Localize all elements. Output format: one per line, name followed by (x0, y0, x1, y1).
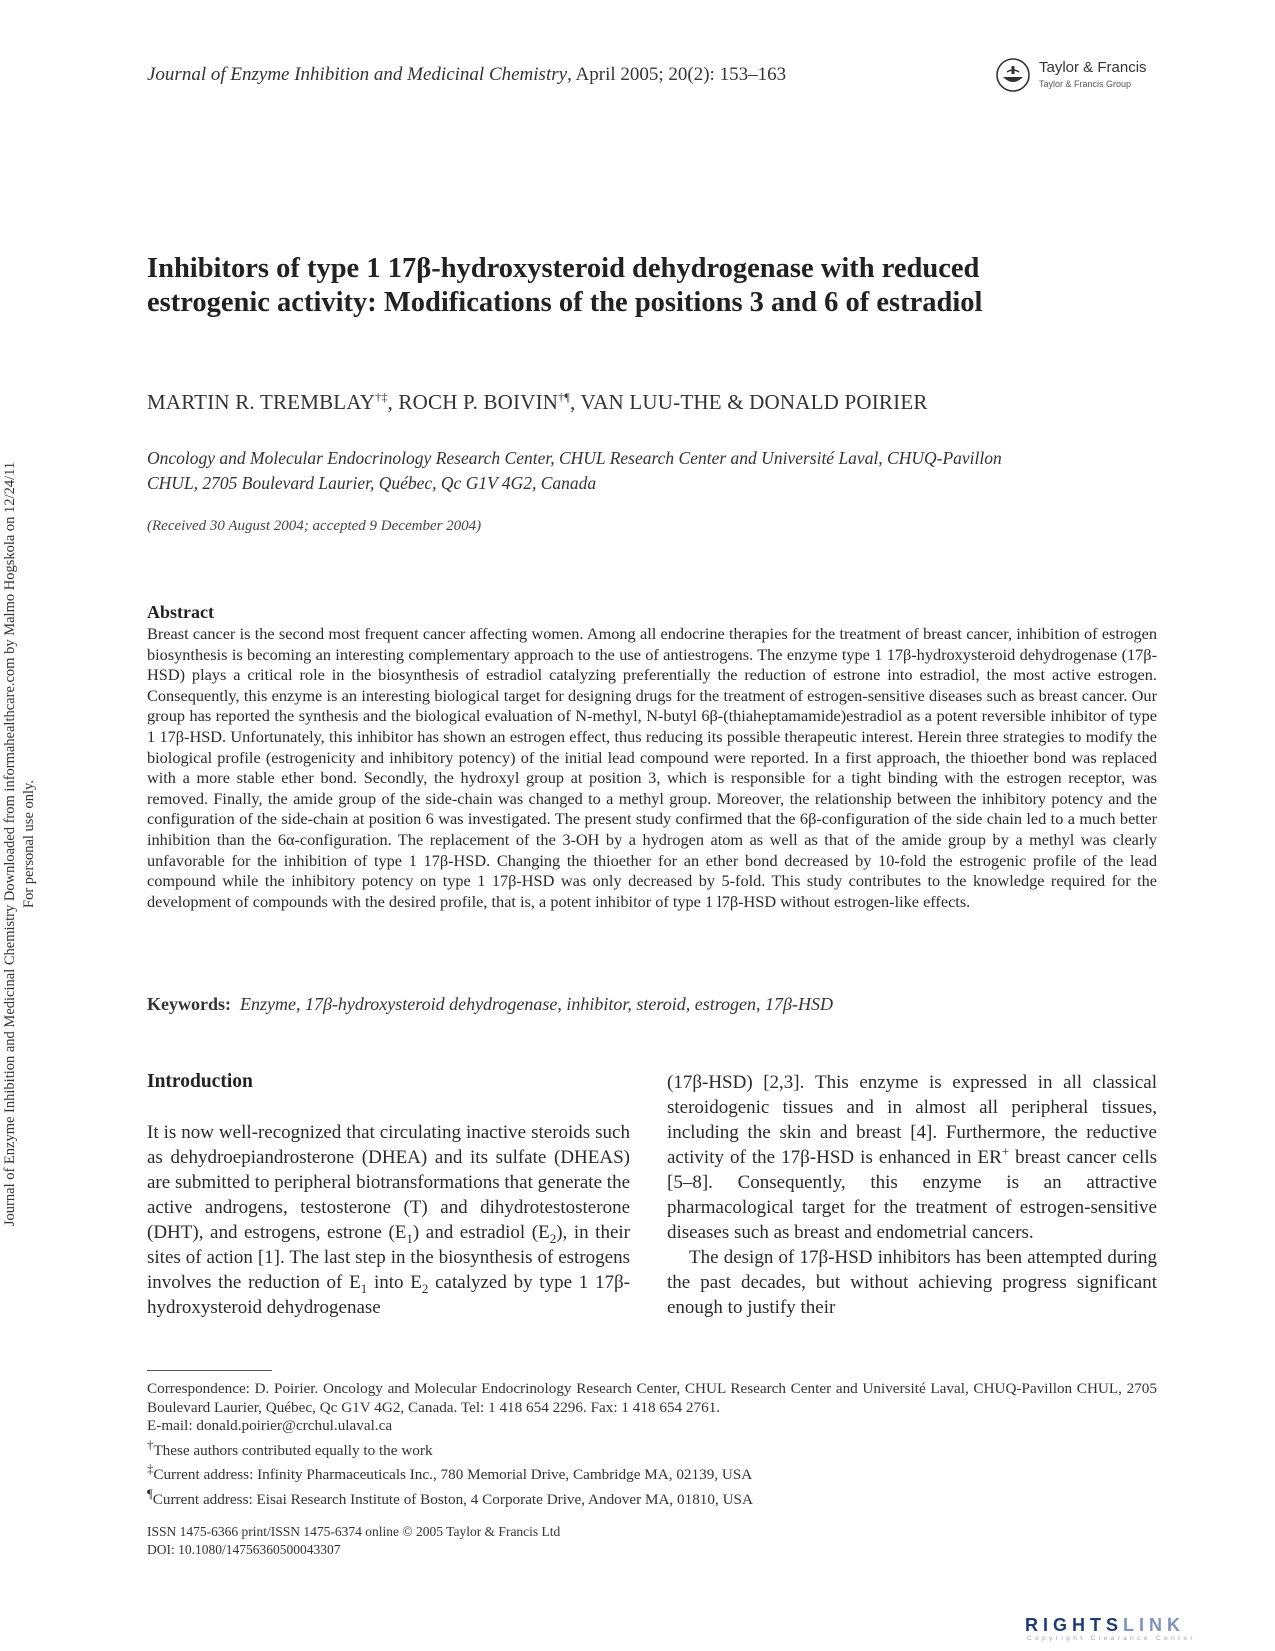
author-tremblay: MARTIN R. TREMBLAY (147, 390, 376, 414)
doi: DOI: 10.1080/14756360500043307 (147, 1541, 341, 1557)
title-line-1: Inhibitors of type 1 17β-hydroxysteroid dehydrogenase with reduced (147, 253, 980, 284)
correspondence-note: Correspondence: D. Poirier. Oncology and Molecular Endocrinology Research Center, CHUL Research Center and Université Laval, CHUQ-Pavillon CHUL, 2705 Boulevard Laurier, Québec, Qc G1V 4G2, Canada. Tel: 1 418 654 2296. Fax: 1 418 654 2761. (147, 1380, 1157, 1416)
author-mark: †‡ (375, 390, 388, 404)
affiliation-line-1: Oncology and Molecular Endocrinology Research Center, CHUL Research Center and Université Laval, CHUQ-Pavillon (147, 448, 1002, 468)
intro-paragraph: The design of 17β-HSD inhibitors has been attempted during the past decades, but without achieving progress significant enough to justify their (667, 1247, 1157, 1318)
journal-citation (147, 64, 786, 86)
download-watermark (1, 229, 45, 1459)
authors-rest: , VAN LUU-THE & DONALD POIRIER (570, 390, 928, 414)
abstract-text: Breast cancer is the second most frequent cancer affecting women. Among all endocrine therapies for the treatment of breast cancer, inhibition of estrogen biosynthesis is becoming an interesting complementary approach to the use of antiestrogens. The enzyme type 1 17β-hydroxysteroid dehydrogenase (17β-HSD) plays a critical role in the biosynthesis of estradiol catalyzing preferentially the reduction of estrone into estradiol, the most active estrogen. Consequently, this enzyme is an interesting biological target for designing drugs for the treatment of estrogen-sensitive diseases such as breast cancer. Our group has reported the synthesis and the biological evaluation of N-methyl, N-butyl 6β-(thiaheptamamide)estradiol as a potent reversible inhibitor of type 1 17β-HSD. Unfortunately, this inhibitor has shown an estrogen effect, thus reducing its possible therapeutic interest. Herein three strategies to modify the biological profile (estrogenicity and inhibitory potency) of the initial lead compound were reported. In a first approach, the thioether bond was replaced with a more stable ether bond. Secondly, the hydroxyl group at position 3, which is responsible for a tight binding with the estrogen receptor, was removed. Finally, the amide group of the side-chain was changed to a methyl group. Moreover, the relationship between the inhibitory potency and the configuration of the side-chain at position 6 was investigated. The present study confirmed that the 6β-configuration of the side chain led to a much better inhibition than the 6α-configuration. The replacement of the 3-OH by a hydrogen atom as well as that of the amide group by a methyl was clearly unfavorable for the inhibition of type 1 17β-HSD. Changing the thioether for an ether bond decreased by 10-fold the estrogenic profile of the lead compound while the inhibitory potency on type 1 17β-HSD was only decreased by 5-fold. This study contributes to the knowledge required for the development of compounds with the desired profile, that is, a potent inhibitor of type 1 l7β-HSD without estrogen-like effects. (147, 624, 1157, 911)
author-boivin: , ROCH P. BOIVIN (387, 390, 559, 414)
journal-name: Journal of Enzyme Inhibition and Medicinal Chemistry (147, 64, 568, 85)
introduction-heading: Introduction (147, 1071, 253, 1092)
intro-column-left (147, 1120, 630, 1320)
footnote-divider (147, 1370, 272, 1371)
journal-issue: , April 2005; 20(2): 153–163 (567, 64, 787, 85)
author-list (147, 390, 1157, 415)
footnotes (147, 1380, 1157, 1510)
keywords (147, 994, 1157, 1015)
taylor-francis-emblem-icon (995, 57, 1031, 93)
rightslink-tagline: Copyright Clearance Center (1027, 1635, 1196, 1642)
download-note-line1: Journal of Enzyme Inhibition and Medicinal Chemistry Downloaded from informahealthcare.com by Malmo Hogskola on 12/24/11 (2, 461, 18, 1227)
intro-paragraph: (17β-HSD) [2,3]. This enzyme is expressed in all classical steroidogenic tissues and in almost all peripheral tissues, including the skin and breast [4]. Furthermore, the reductive activity of the 17β-HSD is enhanced in ER+ breast cancer cells [5–8]. Consequently, this enzyme is an attractive pharmacological target for the treatment of estrogen-sensitive diseases such as breast and endometrial cancers. (667, 1072, 1157, 1243)
received-dates: (Received 30 August 2004; accepted 9 December 2004) (147, 518, 482, 534)
publisher-logo (995, 57, 1155, 97)
download-note-line2: For personal use only. (21, 780, 37, 908)
footnote-address-tremblay: ‡Current address: Infinity Pharmaceuticals Inc., 780 Memorial Drive, Cambridge MA, 02139, USA (147, 1462, 753, 1484)
keywords-list: Enzyme, 17β-hydroxysteroid dehydrogenase, inhibitor, steroid, estrogen, 17β-HSD (240, 994, 833, 1014)
email-note: E-mail: donald.poirier@crchul.ulaval.ca (147, 1417, 393, 1435)
publisher-group: Taylor & Francis Group (1039, 79, 1132, 89)
keywords-label: Keywords: (147, 994, 231, 1014)
title-line-2: estrogenic activity: Modifications of the positions 3 and 6 of estradiol (147, 287, 983, 318)
affiliation (147, 446, 1157, 496)
affiliation-line-2: CHUL, 2705 Boulevard Laurier, Québec, Qc G1V 4G2, Canada (147, 473, 597, 493)
author-mark: †¶ (558, 390, 571, 404)
abstract-heading: Abstract (147, 602, 214, 622)
intro-column-right (667, 1070, 1157, 1320)
rightslink-wordmark: RIGHTSLINK (1025, 1615, 1186, 1635)
issn: ISSN 1475-6366 print/ISSN 1475-6374 online © 2005 Taylor & Francis Ltd (147, 1524, 561, 1539)
intro-paragraph: It is now well-recognized that circulating inactive steroids such as dehydroepiandrosterone (DHEA) and its sulfate (DHEAS) are submitted to peripheral biotransformations that generate the active androgens, testosterone (T) and dihydrotestosterone (DHT), and estrogens, estrone $(E_1)$ and estradiol $(E_2)$, in their sites of action [1]. The last step in the biosynthesis of estrogens involves the reduction of $E_1$ into $E_2$ catalyzed by type 1 17β-hydroxysteroid dehydrogenase (147, 1122, 630, 1318)
footnote-equal-contribution: †These authors contributed equally to the work (147, 1437, 433, 1459)
publisher-name: Taylor & Francis (1039, 59, 1147, 76)
footnote-address-boivin: ¶Current address: Eisai Research Institute of Boston, 4 Corporate Drive, Andover MA, 01810, USA (147, 1487, 753, 1509)
rightslink-logo (1025, 1615, 1250, 1641)
article-title (147, 252, 1157, 320)
issn-doi (147, 1523, 560, 1558)
